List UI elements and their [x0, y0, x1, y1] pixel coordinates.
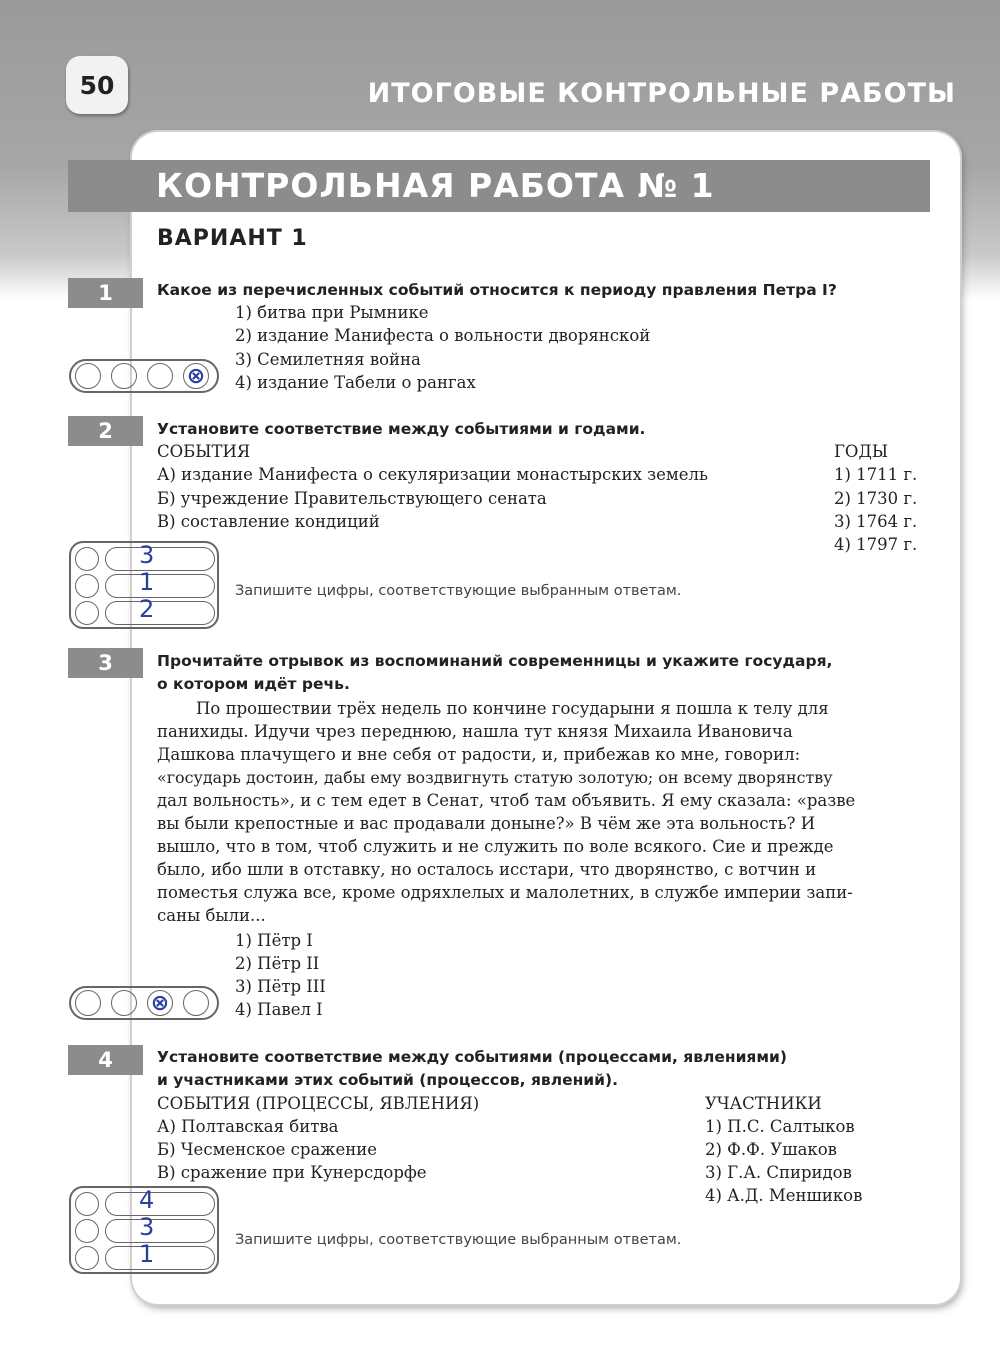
- question-2-event-a: А) издание Манифеста о секуляризации монастырских земель: [157, 465, 708, 484]
- question-3-option-3: 3) Пётр III: [235, 977, 326, 996]
- question-4-event-a: А) Полтавская битва: [157, 1117, 339, 1136]
- question-4-answer-box: [69, 1186, 219, 1274]
- answer-circle-1[interactable]: [75, 990, 101, 1016]
- question-4-number: 4: [68, 1045, 143, 1075]
- question-4-participant-2: 2) Ф.Ф. Ушаков: [705, 1140, 837, 1159]
- answer-circle-3-marked[interactable]: ⊗: [147, 990, 173, 1016]
- question-3-option-1: 1) Пётр I: [235, 931, 313, 950]
- question-2-event-c: В) составление кондиций: [157, 512, 380, 531]
- question-2-answer-box: [69, 541, 219, 629]
- work-title: КОНТРОЛЬНАЯ РАБОТА № 1: [68, 160, 930, 212]
- passage-line-5: дал вольность», и с тем едет в Сенат, чтоб там объявить. Я ему сказала: «разве: [157, 791, 856, 810]
- answer-circle-4[interactable]: [183, 990, 209, 1016]
- passage-line-9: поместья служа все, кроме одряхлелых и малолетних, в службе империи запи-: [157, 883, 853, 902]
- question-1-answer-circles: [69, 359, 219, 393]
- answer-circle-2[interactable]: [111, 363, 137, 389]
- answer-b-value: 3: [139, 1213, 155, 1241]
- passage-line-6: вы были крепостные и вас продавали доныне?» В чём же эта вольность? И: [157, 814, 816, 833]
- passage-line-1: По прошествии трёх недель по кончине государыни я пошла к телу для: [196, 699, 829, 718]
- answer-circle-2[interactable]: [111, 990, 137, 1016]
- answer-circle-1[interactable]: [75, 363, 101, 389]
- question-2-year-3: 3) 1764 г.: [834, 512, 918, 531]
- question-4-event-c: В) сражение при Кунерсдорфе: [157, 1163, 427, 1182]
- question-2-year-4: 4) 1797 г.: [834, 535, 918, 554]
- question-1-option-2: 2) издание Манифеста о вольности дворянской: [235, 326, 651, 345]
- question-3-text-line-1: Прочитайте отрывок из воспоминаний современницы и укажите государя,: [157, 652, 833, 670]
- question-4-event-b: Б) Чесменское сражение: [157, 1140, 378, 1159]
- question-4-participant-1: 1) П.С. Салтыков: [705, 1117, 855, 1136]
- question-1-option-1: 1) битва при Рымнике: [235, 303, 429, 322]
- question-3-option-2: 2) Пётр II: [235, 954, 320, 973]
- question-4-hint: Запишите цифры, соответствующие выбранным ответам.: [235, 1232, 682, 1248]
- question-1-option-3: 3) Семилетняя война: [235, 350, 421, 369]
- question-2-text: Установите соответствие между событиями и годами.: [157, 420, 646, 438]
- page-number: 50: [66, 56, 128, 114]
- passage-line-7: вышло, что в том, чтоб служить и не служить по воле всякого. Сие и прежде: [157, 837, 834, 856]
- question-2-event-b: Б) учреждение Правительствующего сената: [157, 489, 547, 508]
- question-4-participant-4: 4) А.Д. Меншиков: [705, 1186, 863, 1205]
- passage-line-4: «государь достоин, дабы ему воздвигнуть статую золотую; он всему дворянству: [157, 768, 833, 787]
- passage-line-3: Дашкова плачущего и вне себя от радости, и, прибежав ко мне, говорил:: [157, 745, 801, 764]
- question-2-number: 2: [68, 416, 143, 446]
- answer-a-value: 3: [139, 541, 155, 569]
- question-1-text: Какое из перечисленных событий относится к периоду правления Петра I?: [157, 281, 837, 299]
- question-4-participant-3: 3) Г.А. Спиридов: [705, 1163, 852, 1182]
- answer-c-value: 1: [139, 1240, 155, 1268]
- answer-row-c[interactable]: [75, 595, 215, 625]
- question-3-number: 3: [68, 648, 143, 678]
- question-4-text-line-2: и участниками этих событий (процессов, явлений).: [157, 1071, 618, 1089]
- question-4-events-header: СОБЫТИЯ (ПРОЦЕССЫ, ЯВЛЕНИЯ): [157, 1094, 480, 1113]
- question-1-option-4: 4) издание Табели о рангах: [235, 373, 476, 392]
- question-1-number: 1: [68, 278, 143, 308]
- answer-row-c[interactable]: [75, 1240, 215, 1270]
- question-2-years-header: ГОДЫ: [834, 442, 889, 461]
- question-2-year-2: 2) 1730 г.: [834, 489, 918, 508]
- passage-line-2: панихиды. Идучи чрез переднюю, нашла тут князя Михаила Ивановича: [157, 722, 793, 741]
- answer-c-value: 2: [139, 595, 155, 623]
- question-2-events-header: СОБЫТИЯ: [157, 442, 251, 461]
- question-3-text-line-2: о котором идёт речь.: [157, 675, 350, 693]
- passage-line-8: было, ибо шли в отставку, но осталось исстари, что дворянство, с вотчин и: [157, 860, 817, 879]
- passage-line-10: саны были...: [157, 906, 266, 925]
- answer-a-value: 4: [139, 1186, 155, 1214]
- question-3-option-4: 4) Павел I: [235, 1000, 323, 1019]
- question-4-participants-header: УЧАСТНИКИ: [705, 1094, 822, 1113]
- question-3-answer-circles: [69, 986, 219, 1020]
- question-2-year-1: 1) 1711 г.: [834, 465, 918, 484]
- question-2-hint: Запишите цифры, соответствующие выбранным ответам.: [235, 583, 682, 599]
- question-4-text-line-1: Установите соответствие между событиями (процессами, явлениями): [157, 1048, 787, 1066]
- answer-b-value: 1: [139, 568, 155, 596]
- variant-heading: ВАРИАНТ 1: [157, 226, 308, 251]
- section-title: ИТОГОВЫЕ КОНТРОЛЬНЫЕ РАБОТЫ: [367, 78, 956, 109]
- answer-circle-3[interactable]: [147, 363, 173, 389]
- answer-circle-4-marked[interactable]: ⊗: [183, 363, 209, 389]
